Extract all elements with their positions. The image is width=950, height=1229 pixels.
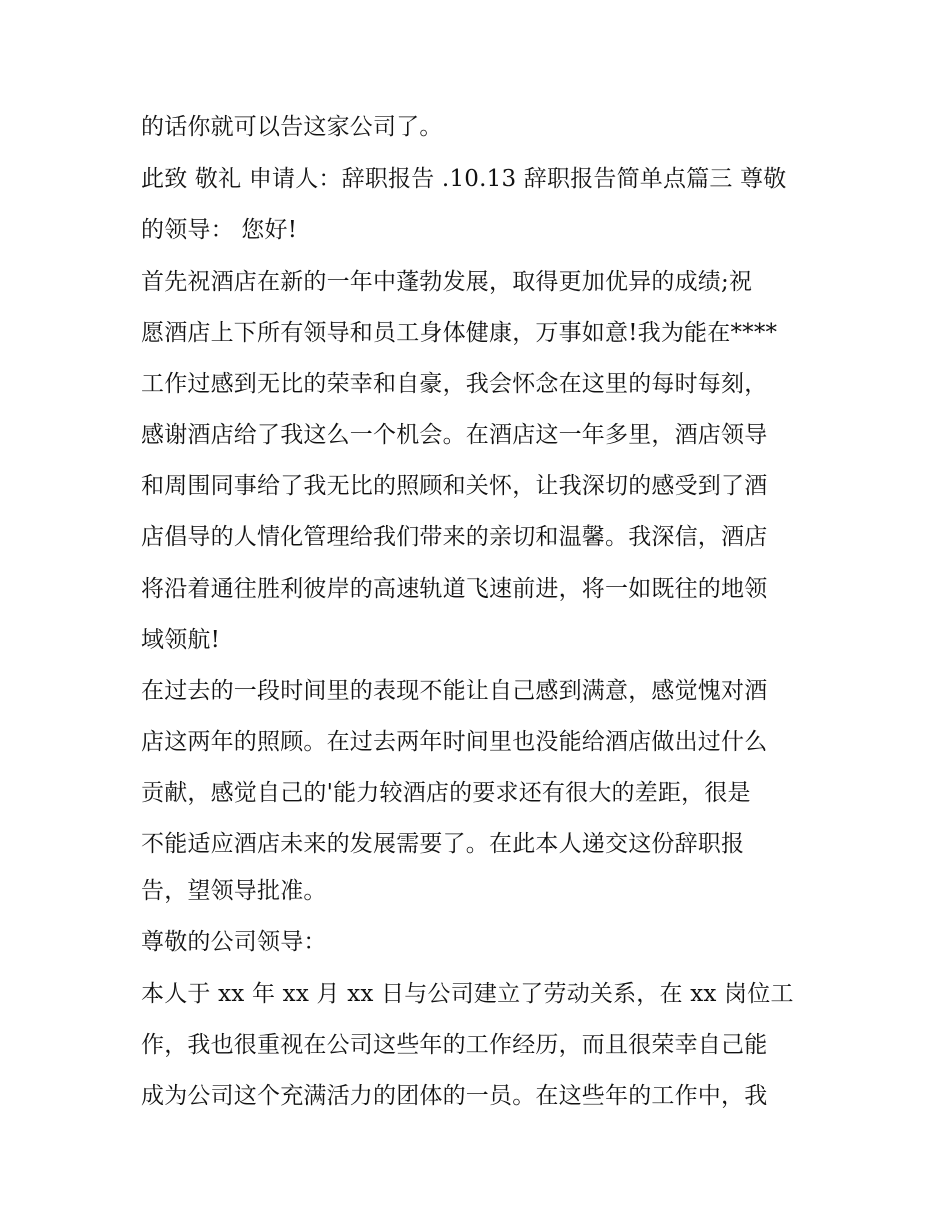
text-line: 在过去的一段时间里的表现不能让自己感到满意，感觉愧对酒: [141, 678, 768, 704]
text-line: 不能适应酒店未来的发展需要了。在此本人递交这份辞职报: [141, 831, 745, 857]
text-line: 贡献，感觉自己的'能力较酒店的要求还有很大的差距，很是: [141, 780, 751, 806]
text-line: 的领导： 您好!: [141, 217, 298, 243]
text-line: 的话你就可以告这家公司了。: [141, 114, 443, 140]
text-line: 感谢酒店给了我这么一个机会。在酒店这一年多里，酒店领导: [141, 422, 768, 448]
text-line: 店倡导的人情化管理给我们带来的亲切和温馨。我深信，酒店: [141, 524, 768, 550]
text-line: 工作过感到无比的荣幸和自豪，我会怀念在这里的每时每刻，: [141, 371, 768, 397]
text-line: 愿酒店上下所有领导和员工身体健康，万事如意!我为能在****: [141, 320, 778, 346]
text-line: 和周围同事给了我无比的照顾和关怀，让我深切的感受到了酒: [141, 473, 768, 499]
text-line: 作，我也很重视在公司这些年的工作经历，而且很荣幸自己能: [141, 1032, 768, 1058]
text-line: 将沿着通往胜利彼岸的高速轨道飞速前进，将一如既往的地领: [141, 576, 768, 602]
text-line: 告，望领导批准。: [141, 878, 327, 904]
text-line: 本人于 xx 年 xx 月 xx 日与公司建立了劳动关系，在 xx 岗位工: [141, 981, 794, 1007]
text-line: 尊敬的公司领导：: [141, 929, 327, 955]
text-line: 成为公司这个充满活力的团体的一员。在这些年的工作中，我: [141, 1083, 768, 1109]
text-line: 此致 敬礼 申请人：辞职报告 .10.13 辞职报告简单点篇三 尊敬: [141, 166, 787, 192]
text-line: 首先祝酒店在新的一年中蓬勃发展，取得更加优异的成绩;祝: [141, 269, 753, 295]
text-line: 域领航!: [141, 627, 221, 653]
text-line: 店这两年的照顾。在过去两年时间里也没能给酒店做出过什么: [141, 729, 768, 755]
